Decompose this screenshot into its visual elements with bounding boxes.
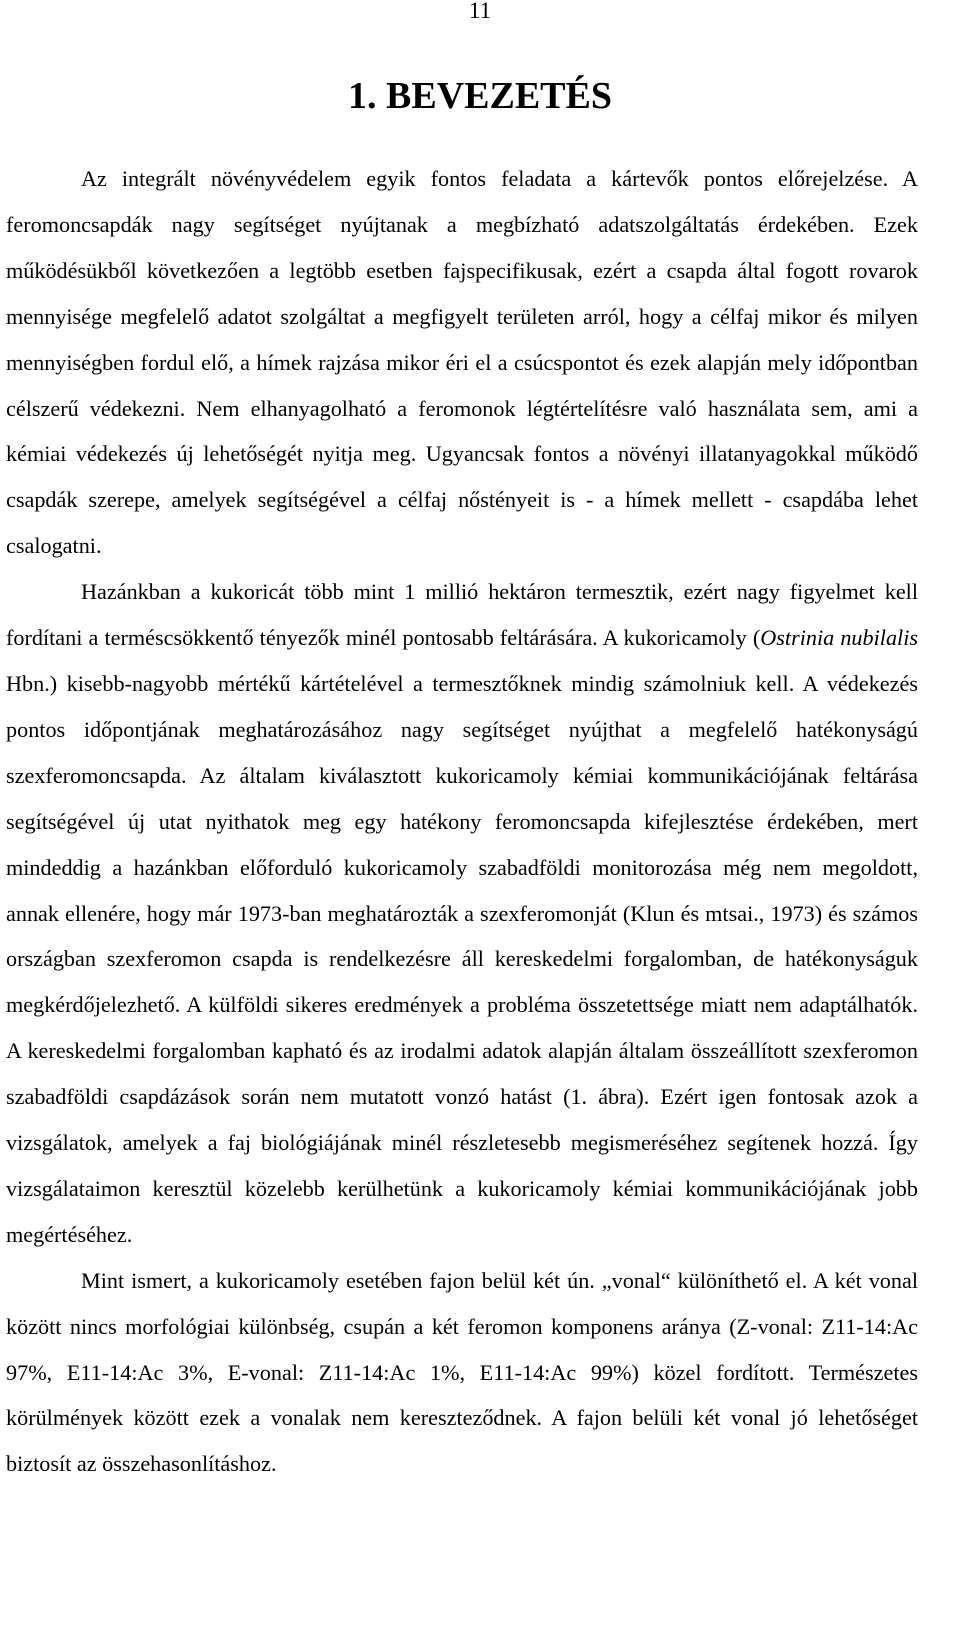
chapter-title: 1. BEVEZETÉS [348,75,612,117]
paragraph-2-text-before: Hazánkban a kukoricát több mint 1 millió hektáron termesztik, ezért nagy figyelmet kell fordítani a terméscsökkentő tényezők minél pontosabb feltárására. A kukoricamoly ( [6,579,918,651]
paragraph-3 [6,1258,918,1488]
body-text [6,156,918,1487]
paragraph-3-text: Mint ismert, a kukoricamoly esetében fajon belül két ún. „vonal“ különíthető el. A két vonal között nincs morfológiai különbség, csupán a két feromon komponens aránya (Z-vonal: Z11-14:Ac 97%, E11-14:Ac 3%, E-vonal: Z11-14:Ac 1%, E11-14:Ac 99%) közel fordított. Természetes körülmények között ezek a vonalak nem kereszteződnek. A fajon belüli két vonal jó lehetőséget biztosít az összehasonlításhoz. [6,1267,918,1477]
paragraph-1-text: Az integrált növényvédelem egyik fontos feladata a kártevők pontos előrejelzése. A feromoncsapdák nagy segítséget nyújtanak a megbízható adatszolgáltatás érdekében. Ezek működésükből következően a legtöbb esetben fajspecifikusak, ezért a csapda által fogott rovarok mennyisége megfelelő adatot szolgáltat a megfigyelt területen arról, hogy a célfaj mikor és milyen mennyiségben fordul elő, a hímek rajzása mikor éri el a csúcspontot és ezek alapján mely időpontban célszerű védekezni. Nem elhanyagolható a feromonok légtértelítésre való használata sem, ami a kémiai védekezés új lehetőségét nyitja meg. Ugyancsak fontos a növényi illatanyagokkal működő csapdák szerepe, amelyek segítségével a célfaj nőstényeit is - a hímek mellett - csapdába lehet csalogatni. [6,166,918,559]
species-name: Ostrinia nubilalis [760,625,918,651]
paragraph-2 [6,569,918,1258]
paragraph-2-text-after: Hbn.) kisebb-nagyobb mértékű kártételével a termesztőknek mindig számolniuk kell. A védekezés pontos időpontjának meghatározásához nagy segítséget nyújthat a megfelelő hatékonyságú szexferomoncsapda. Az általam kiválasztott kukoricamoly kémiai kommunikációjának feltárása segítségével új utat nyithatok meg egy hatékony feromoncsapda kifejlesztése érdekében, mert mindeddig a hazánkban előforduló kukoricamoly szabadföldi monitorozása még nem megoldott, annak ellenére, hogy már 1973-ban meghatározták a szexferomonját (Klun és mtsai., 1973) és számos országban szexferomon csapda is rendelkezésre áll kereskedelmi forgalomban, de hatékonyságuk megkérdőjelezhető. A külföldi sikeres eredmények a probléma összetettsége miatt nem adaptálhatók. A kereskedelmi forgalomban kapható és az irodalmi adatok alapján általam összeállított szexferomon szabadföldi csapdázások során nem mutatott vonzó hatást (1. ábra). Ezért igen fontosak azok a vizsgálatok, amelyek a faj biológiájának minél részletesebb megismeréséhez segítenek hozzá. Így vizsgálataimon keresztül közelebb kerülhetünk a kukoricamoly kémiai kommunikációjának jobb megértéséhez. [6,670,918,1247]
paragraph-1 [6,156,918,569]
page-number: 11 [468,0,492,23]
